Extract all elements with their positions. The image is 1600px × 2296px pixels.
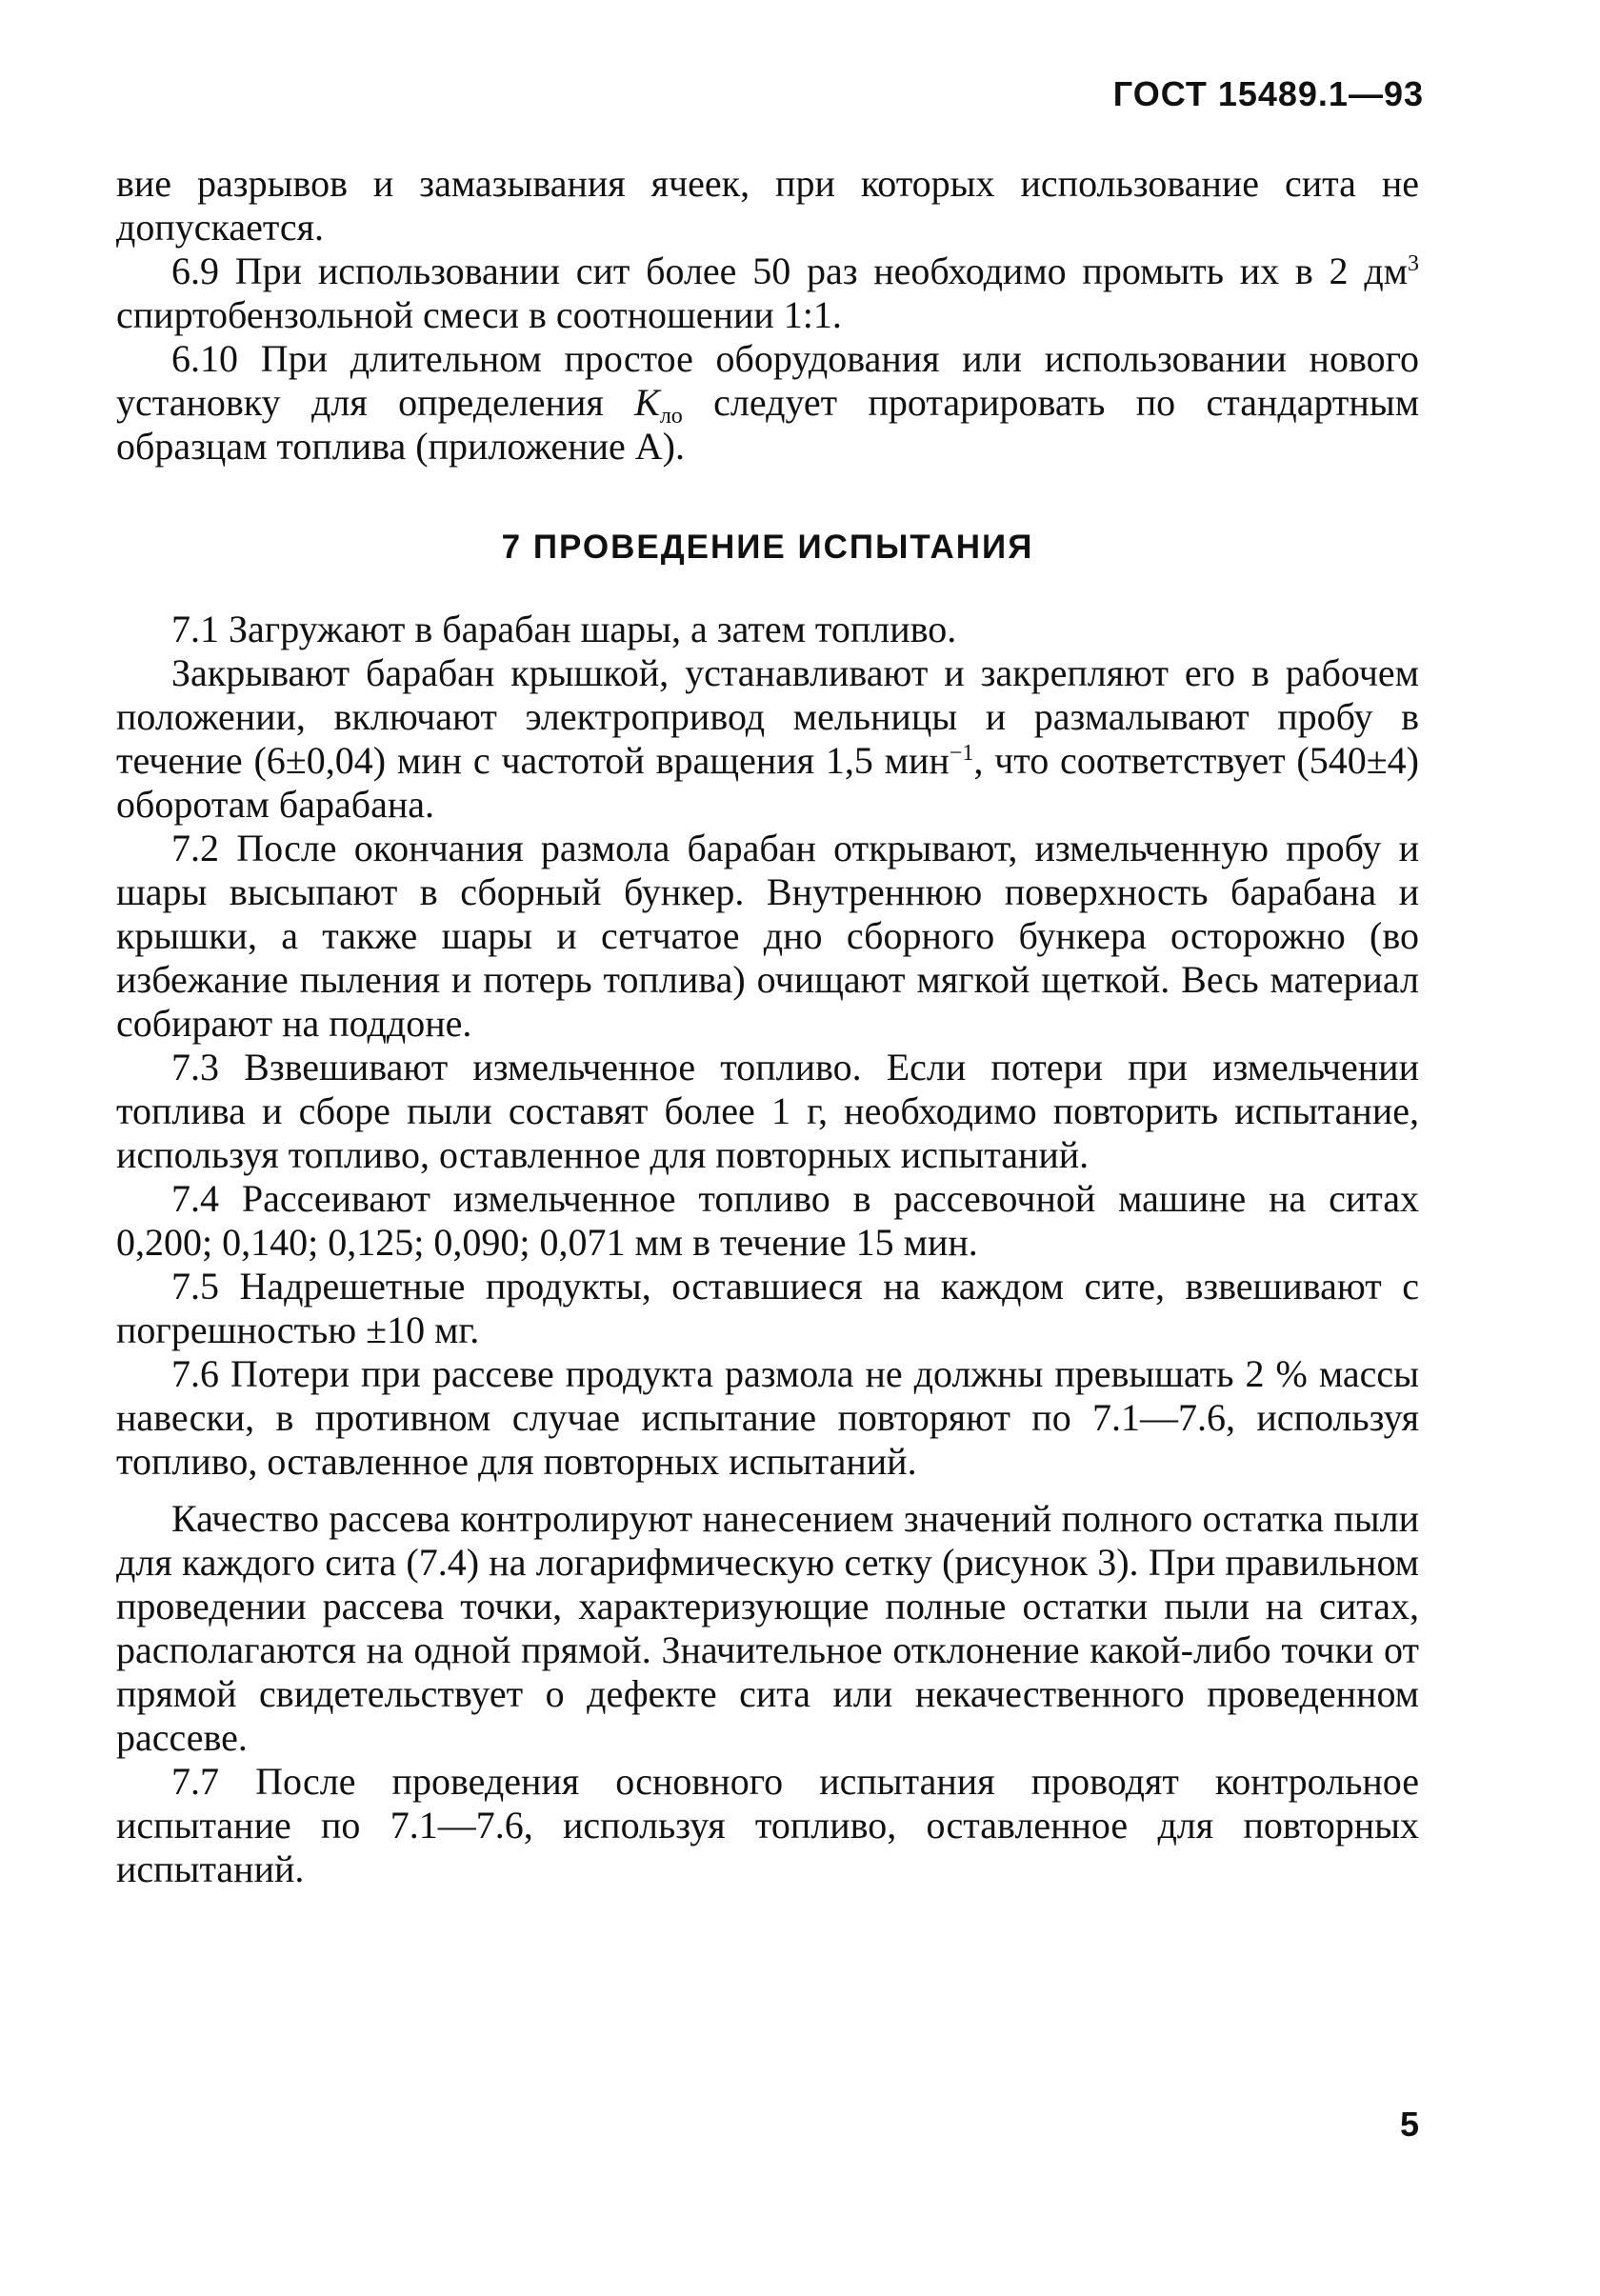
paragraph-7-1: 7.1 Загружают в барабан шары, а затем топливо. (171, 608, 957, 650)
paragraph-7-2: 7.2 После окончания размола барабан открывают, измельченную пробу и шары высыпают в сборный бункер. Внутреннюю поверхность барабана и крышки, а также шары и сетчатое дно сборного бункера осторожно (во избежание пыления и потерь топлива) очищают мягкой щеткой. Весь материал собирают на поддоне. (116, 827, 1419, 1045)
paragraph-6-9 (116, 250, 1419, 337)
page-number: 5 (1399, 2105, 1419, 2144)
paragraph-7-1-superscript: −1 (949, 741, 974, 766)
symbol-k-subscript: ло (659, 404, 683, 429)
paragraph-7-6: 7.6 Потери при рассеве продукта размола не должны превышать 2 % массы навески, в противном случае испытание повторяют по 7.1—7.6, используя топливо, оставленное для повторных испытаний. (116, 1352, 1419, 1483)
paragraph-7-1-continued-text-a: Закрывают барабан крышкой, устанавливают и закрепляют его в рабочем положении, включают электропривод мельницы и размалывают пробу в течение (6±0,04) мин с частотой вращения 1,5 мин (116, 651, 1419, 782)
symbol-k: K (634, 381, 660, 424)
section-title: 7 ПРОВЕДЕНИЕ ИСПЫТАНИЯ (501, 529, 1034, 566)
paragraph-7-5: 7.5 Надрешетные продукты, оставшиеся на каждом сите, взвешивают с погрешностью ±10 мг. (116, 1265, 1419, 1351)
paragraph-6-9-text-a: 6.9 При использовании сит более 50 раз необходимо промыть их в 2 дм (171, 250, 1408, 292)
paragraph-7-1-continued (116, 651, 1419, 827)
paragraph-7-4: 7.4 Рассеивают измельченное топливо в рассевочной машине на ситах 0,200; 0,140; 0,125; 0,090; 0,071 мм в течение 15 мин. (116, 1177, 1419, 1264)
paragraph-continuation: вие разрывов и замазывания ячеек, при которых использование сита не допускается. (116, 162, 1419, 249)
paragraph-6-10-text-a: 6.10 При длительном простое оборудования или использовании нового установку для определения (116, 337, 1419, 424)
paragraph-7-3: 7.3 Взвешивают измельченное топливо. Если потери при измельчении топлива и сборе пыли составят более 1 г, необходимо повторить испытание, используя топливо, оставленное для повторных испытаний. (116, 1046, 1419, 1176)
paragraph-6-9-text-b: спиртобензольной смеси в соотношении 1:1. (116, 293, 842, 336)
paragraph-6-10 (116, 337, 1419, 469)
paragraph-6-10-text-b: следует протарировать по стандартным образцам топлива (приложение А). (116, 381, 1420, 468)
paragraph-6-9-superscript: 3 (1408, 251, 1419, 276)
paragraph-7-7: 7.7 После проведения основного испытания проводят контрольное испытание по 7.1—7.6, используя топливо, оставленное для повторных испытаний. (116, 1760, 1419, 1890)
standard-code-header: ГОСТ 15489.1—93 (1112, 74, 1424, 113)
paragraph-7-1-continued-text-b: , что соответствует (540±4) оборотам барабана. (116, 739, 1419, 826)
paragraph-7-6-continued: Качество рассева контролируют нанесением значений полного остатка пыли для каждого сита (7.4) на логарифмическую сетку (рисунок 3). При правильном проведении рассева точки, характеризующие полные остатки пыли на ситах, располагаются на одной прямой. Значительное отклонение какой-либо точки от прямой свидетельствует о дефекте сита или некачественного проведенном рассеве. (116, 1497, 1419, 1759)
document-body (116, 162, 1419, 1891)
